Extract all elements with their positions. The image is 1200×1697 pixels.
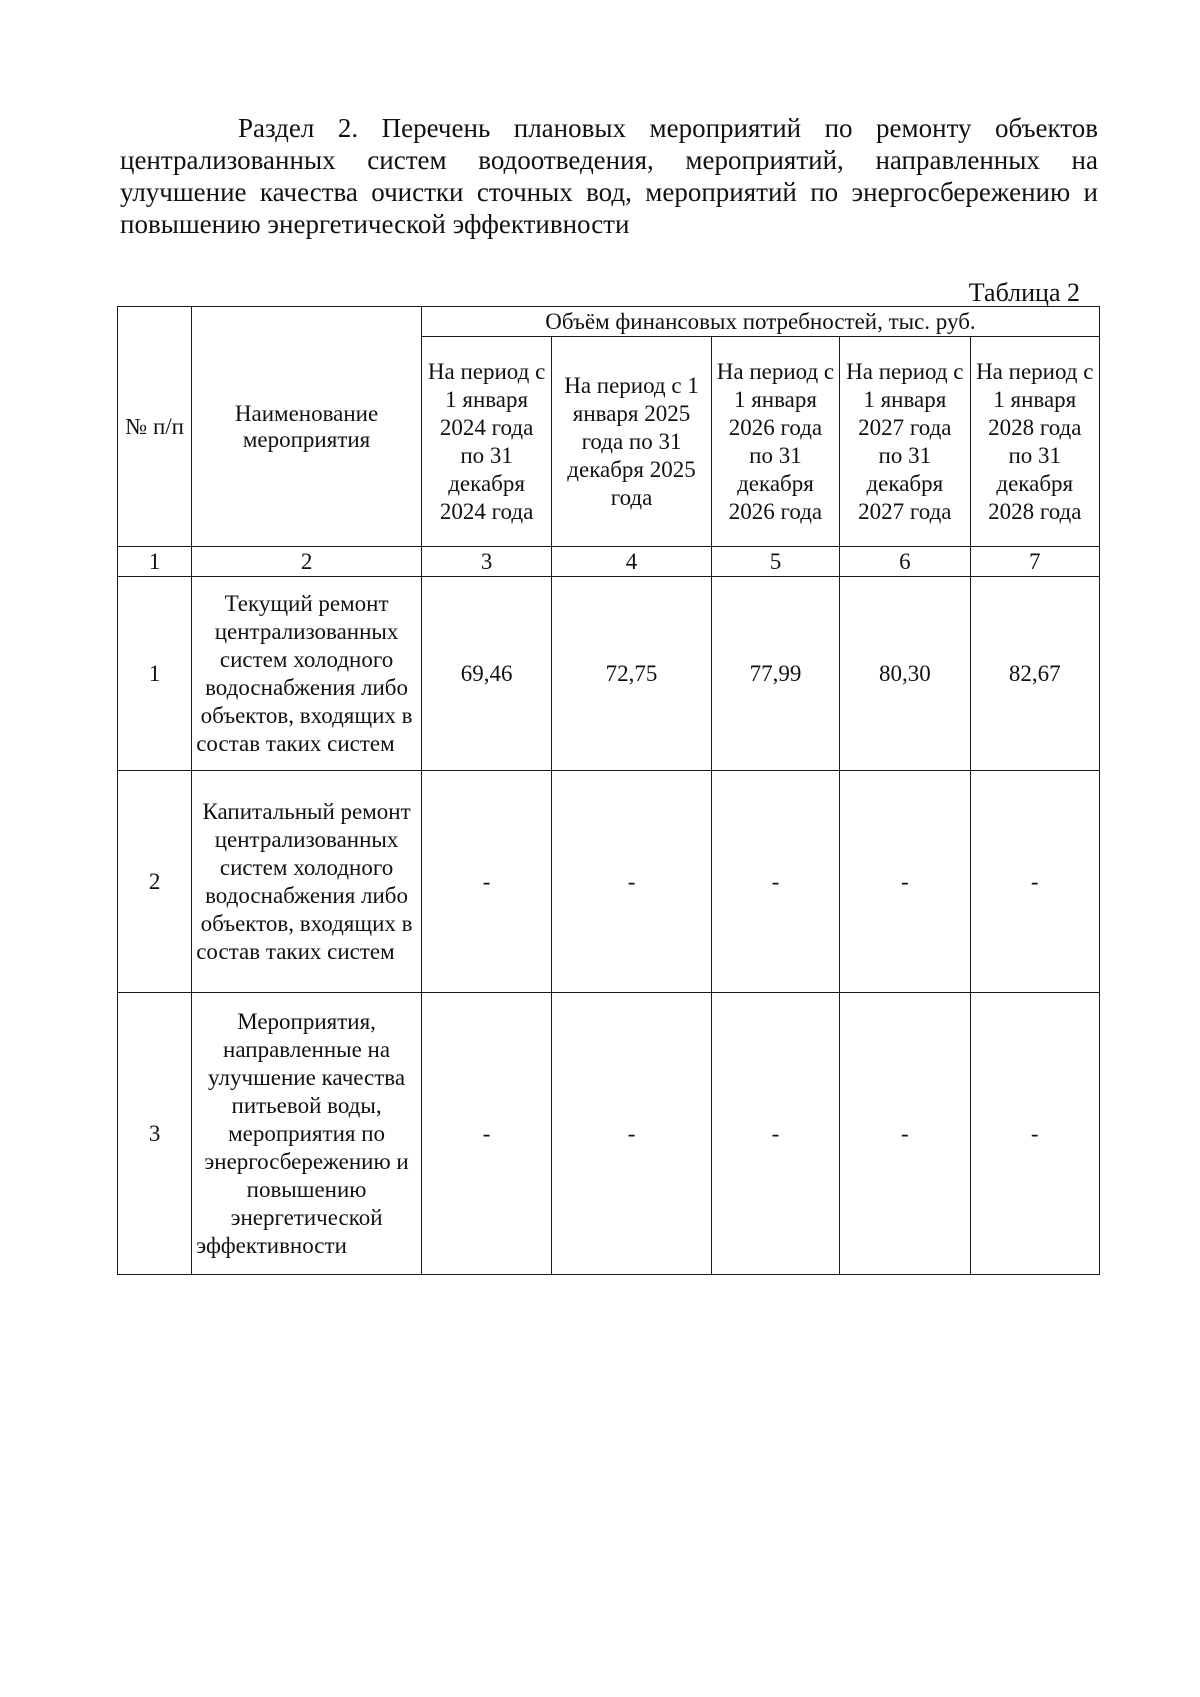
row-value: - — [421, 771, 551, 993]
row-num: 3 — [118, 993, 192, 1275]
row-value: - — [711, 771, 839, 993]
row-num: 1 — [118, 577, 192, 771]
header-row-group — [118, 307, 1100, 337]
row-value: - — [552, 771, 711, 993]
row-value: - — [970, 993, 1099, 1275]
plan-table — [117, 306, 1100, 1275]
header-period: На период с 1 января 2027 года по 31 декабря 2027 года — [840, 337, 970, 547]
row-value: - — [552, 993, 711, 1275]
header-num: № п/п — [118, 307, 192, 547]
row-value: - — [840, 993, 970, 1275]
row-num: 2 — [118, 771, 192, 993]
header-period: На период с 1 января 2024 года по 31 декабря 2024 года — [421, 337, 551, 547]
column-index: 1 — [118, 547, 192, 577]
row-value: 80,30 — [840, 577, 970, 771]
row-value: - — [970, 771, 1099, 993]
row-value: 69,46 — [421, 577, 551, 771]
header-group: Объём финансовых потребностей, тыс. руб. — [421, 307, 1099, 337]
column-index: 5 — [711, 547, 839, 577]
row-name: Капитальный ремонт централизованных систем холодного водоснабжения либо объектов, входящих в состав таких систем — [192, 771, 422, 993]
row-value: 72,75 — [552, 577, 711, 771]
table-caption: Таблица 2 — [968, 278, 1080, 307]
row-value: 77,99 — [711, 577, 839, 771]
row-value: 82,67 — [970, 577, 1099, 771]
header-period: На период с 1 января 2025 года по 31 декабря 2025 года — [552, 337, 711, 547]
row-value: - — [840, 771, 970, 993]
column-index: 2 — [192, 547, 422, 577]
row-value: - — [711, 993, 839, 1275]
header-name: Наименование мероприятия — [192, 307, 422, 547]
section-heading: Раздел 2. Перечень плановых мероприятий по ремонту объектов централизованных систем водоотведения, мероприятий, направленных на улучшение качества очистки сточных вод, мероприятий по энергосбережению и повышению энергетической эффективности — [120, 113, 1098, 239]
column-index: 7 — [970, 547, 1099, 577]
row-name: Мероприятия, направленные на улучшение качества питьевой воды, мероприятия по энергосбережению и повышению энергетической эффективности — [192, 993, 422, 1275]
row-name: Текущий ремонт централизованных систем холодного водоснабжения либо объектов, входящих в состав таких систем — [192, 577, 422, 771]
table-row — [118, 771, 1100, 993]
table-row — [118, 577, 1100, 771]
header-period: На период с 1 января 2028 года по 31 декабря 2028 года — [970, 337, 1099, 547]
table-row — [118, 993, 1100, 1275]
column-index: 4 — [552, 547, 711, 577]
column-index-row — [118, 547, 1100, 577]
column-index: 3 — [421, 547, 551, 577]
column-index: 6 — [840, 547, 970, 577]
header-period: На период с 1 января 2026 года по 31 декабря 2026 года — [711, 337, 839, 547]
row-value: - — [421, 993, 551, 1275]
